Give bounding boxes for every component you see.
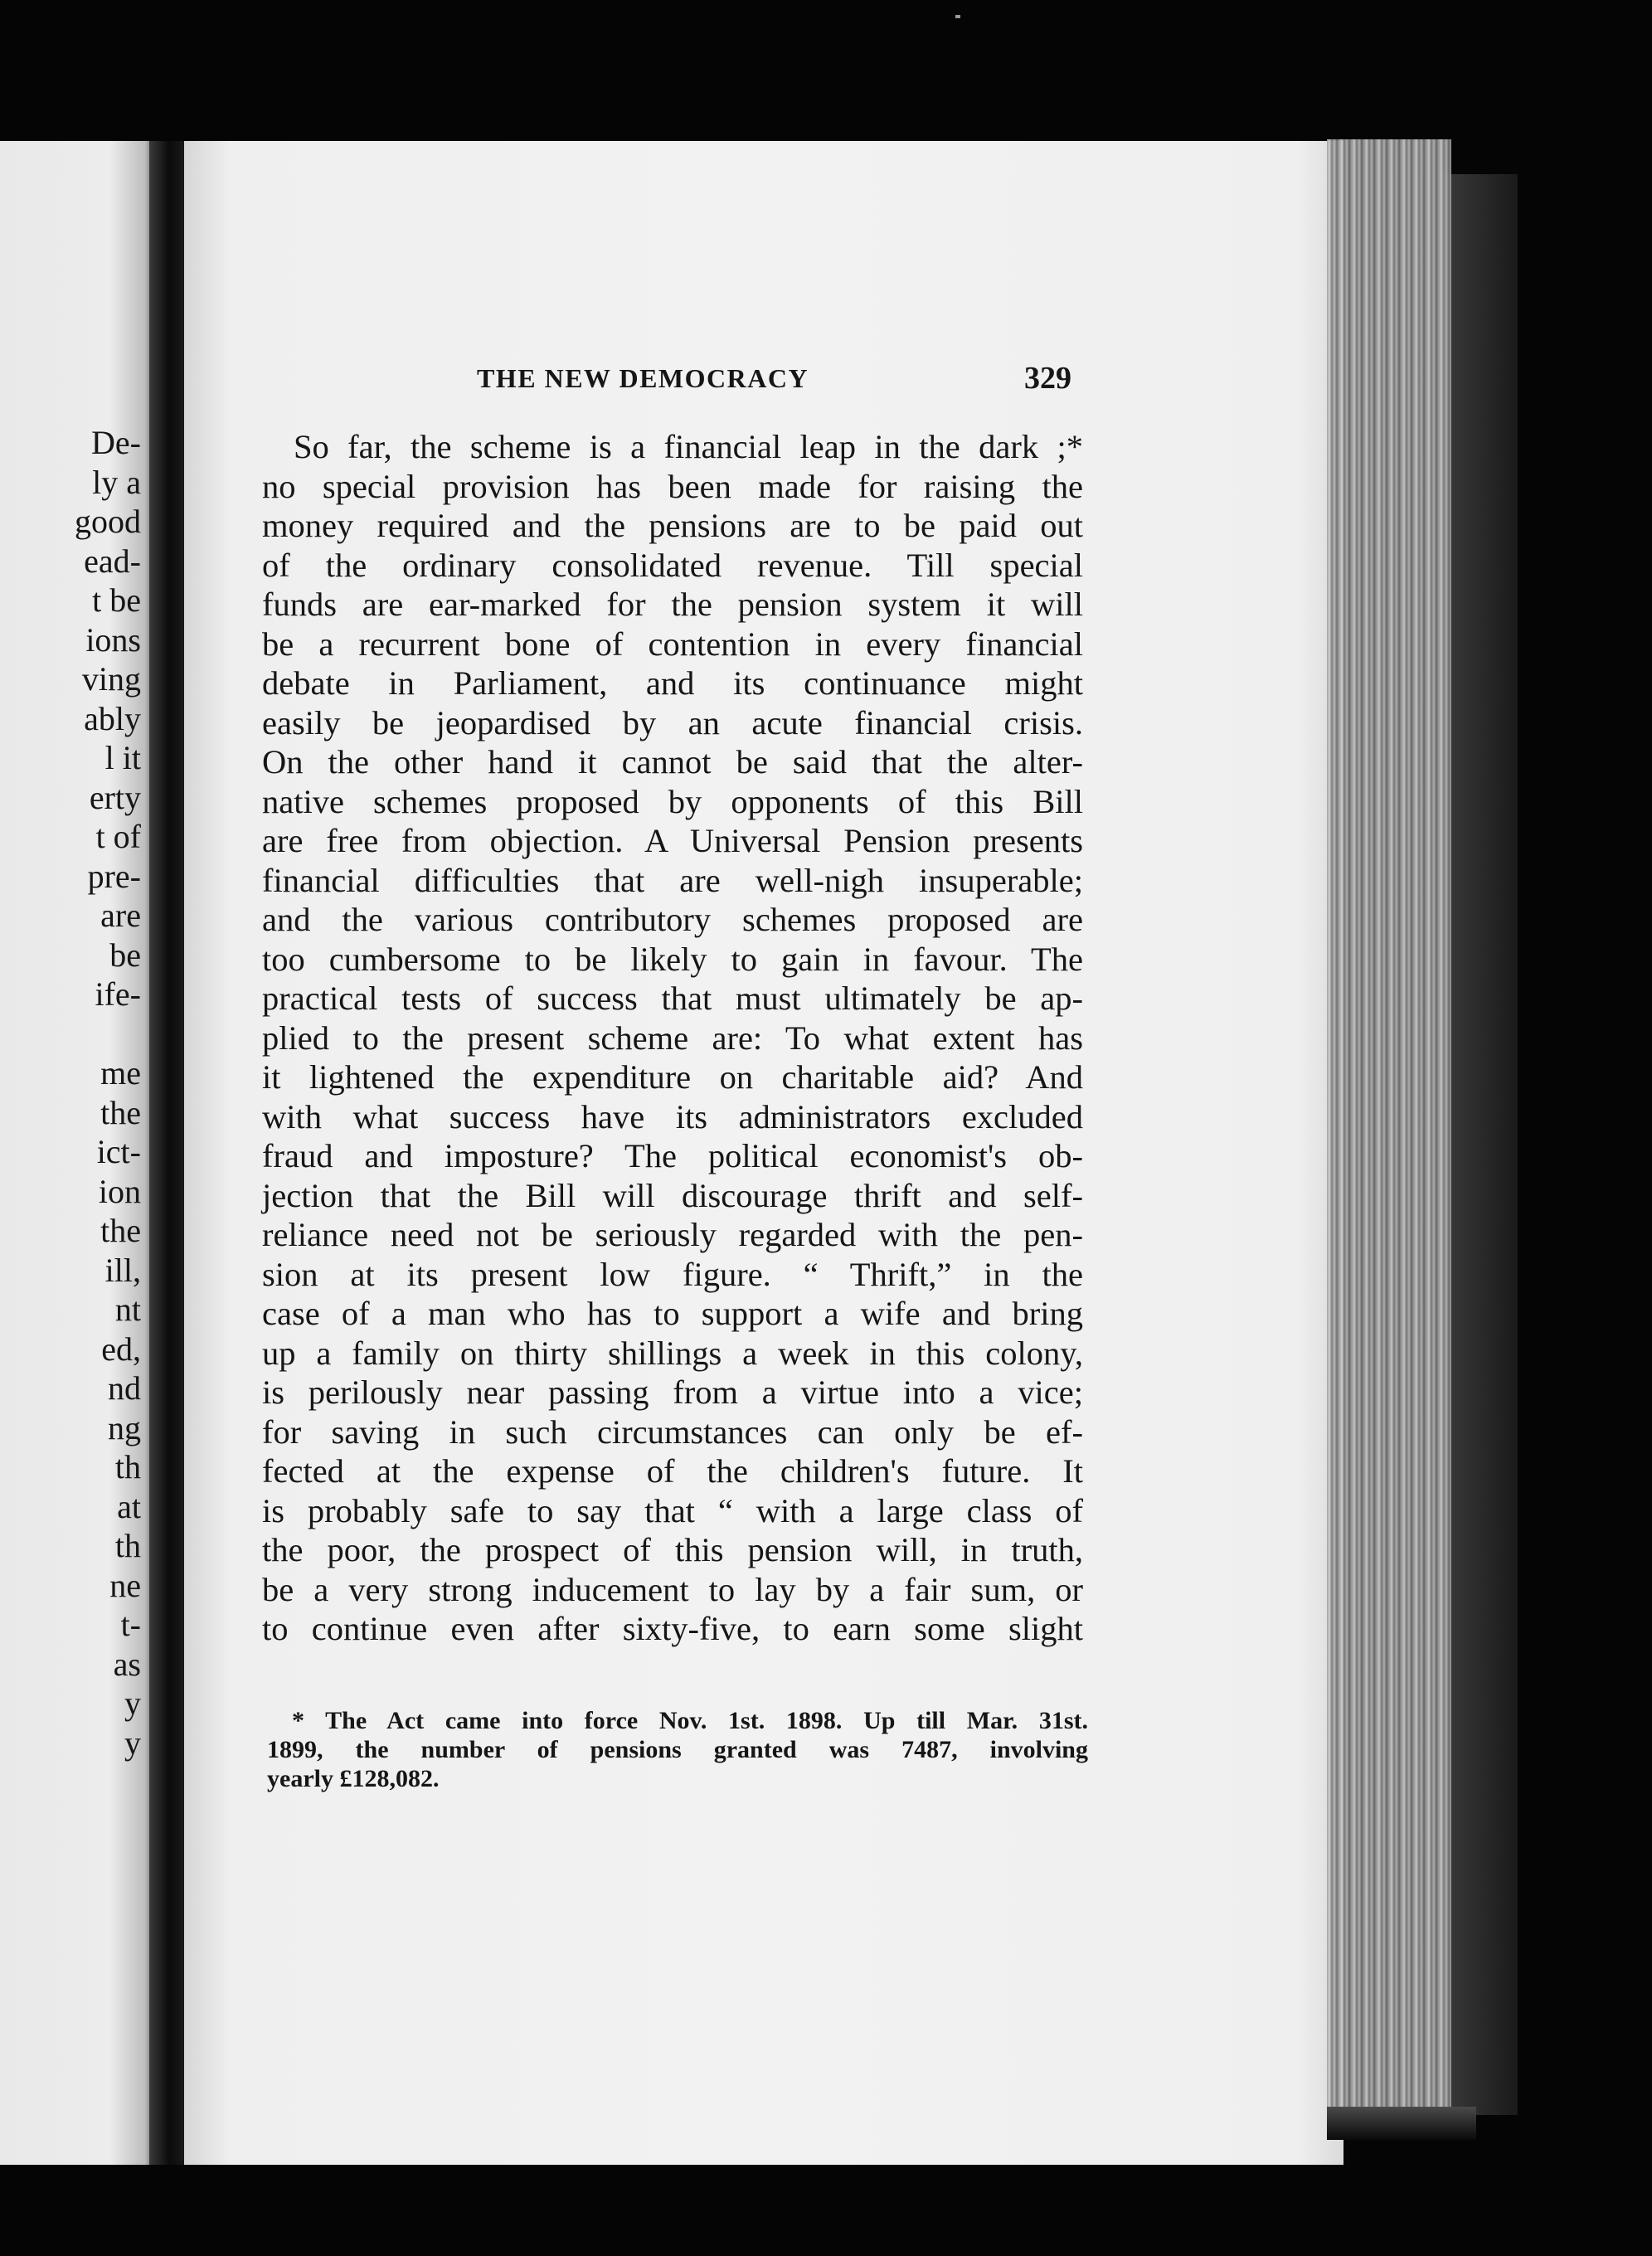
- text-line: fected at the expense of the children's future. It: [262, 1452, 1083, 1490]
- page-edges-stack: [1327, 139, 1451, 2130]
- text-line: the poor, the prospect of this pension will, in truth,: [262, 1531, 1083, 1568]
- left-fragment: ed,: [101, 1330, 141, 1368]
- left-fragment: t be: [92, 581, 141, 619]
- left-fragment: at: [117, 1487, 141, 1525]
- left-fragment: as: [113, 1645, 141, 1683]
- body-text: [262, 427, 1083, 1649]
- footnote: [267, 1706, 1088, 1793]
- page-number: 329: [1024, 361, 1071, 396]
- text-line: sion at its present low figure. “ Thrift,” in the: [262, 1255, 1083, 1293]
- text-line: financial difficulties that are well-nigh insuperable;: [262, 861, 1083, 899]
- text-line: So far, the scheme is a financial leap in the dark ;*: [294, 428, 1083, 465]
- text-line: of the ordinary consolidated revenue. Till special: [262, 546, 1083, 584]
- text-line: for saving in such circumstances can only be ef-: [262, 1412, 1083, 1451]
- text-line: easily be jeopardised by an acute financial crisis.: [262, 703, 1083, 741]
- text-line: up a family on thirty shillings a week in this colony,: [262, 1334, 1083, 1372]
- text-line: it lightened the expenditure on charitable aid? And: [262, 1058, 1083, 1096]
- left-fragment: y: [124, 1685, 141, 1722]
- running-head: THE NEW DEMOCRACY: [477, 363, 809, 393]
- text-line: funds are ear-marked for the pension system it will: [262, 586, 1083, 623]
- text-line: native schemes proposed by opponents of this Bill: [262, 782, 1083, 820]
- text-line: be a very strong inducement to lay by a fair sum, or: [262, 1570, 1083, 1608]
- left-fragment-gap: [17, 1014, 141, 1054]
- text-line: practical tests of success that must ultimately be ap-: [262, 980, 1083, 1017]
- left-fragment: the: [100, 1212, 141, 1249]
- left-fragment: ife-: [95, 975, 141, 1013]
- left-fragment: l it: [104, 739, 141, 776]
- left-fragment: t-: [120, 1606, 141, 1643]
- left-fragment: nd: [108, 1369, 141, 1407]
- text-line: money required and the pensions are to be paid out: [262, 507, 1083, 544]
- left-fragment: ne: [109, 1566, 141, 1604]
- text-line: reliance need not be seriously regarded with the pen-: [262, 1216, 1083, 1253]
- left-facing-page: [0, 141, 158, 2165]
- text-line: debate in Parliament, and its continuance might: [262, 664, 1083, 702]
- left-fragment: th: [114, 1448, 141, 1485]
- left-fragment: ng: [108, 1408, 141, 1446]
- left-fragment: ably: [84, 699, 141, 737]
- left-fragment: pre-: [87, 857, 141, 895]
- left-fragment: erty: [89, 778, 141, 816]
- text-line: On the other hand it cannot be said that the alter-: [262, 743, 1083, 780]
- footnote-line: * The Act came into force Nov. 1st. 1898. Up till Mar. 31st.: [292, 1707, 1088, 1734]
- left-fragment: nt: [114, 1291, 141, 1328]
- left-fragment: th: [114, 1527, 141, 1564]
- left-fragment: the: [100, 1093, 141, 1131]
- left-fragment: t of: [95, 818, 141, 855]
- text-line: and the various contributory schemes proposed are: [262, 901, 1083, 938]
- left-fragment: are: [100, 897, 141, 934]
- text-line: case of a man who has to support a wife and bring: [262, 1295, 1083, 1332]
- left-fragment: be: [109, 936, 141, 974]
- text-line: with what success have its administrators excluded: [262, 1097, 1083, 1135]
- text-line: be a recurrent bone of contention in every financial: [262, 625, 1083, 663]
- text-line: are free from objection. A Universal Pension presents: [262, 822, 1083, 859]
- book-gutter: [149, 141, 189, 2165]
- left-fragment: ion: [98, 1172, 141, 1210]
- footnote-line: 1899, the number of pensions granted was 7487, involving: [267, 1736, 1088, 1763]
- text-line: no special provision has been made for raising the: [262, 467, 1083, 505]
- page-edges-shadow: [1443, 174, 1518, 2115]
- left-page-text-fragments: [17, 423, 158, 1762]
- text-line: to continue even after sixty-five, to earn some slight: [262, 1610, 1083, 1647]
- left-fragment: ving: [81, 660, 141, 698]
- text-line: fraud and imposture? The political economist's ob-: [262, 1137, 1083, 1174]
- left-fragment: ions: [85, 620, 141, 659]
- left-fragment: ly a: [92, 463, 141, 501]
- left-fragment: good: [75, 503, 141, 540]
- text-line: too cumbersome to be likely to gain in favour. The: [262, 940, 1083, 978]
- text-line: is probably safe to say that “ with a large class of: [262, 1491, 1083, 1529]
- text-line: jection that the Bill will discourage thrift and self-: [262, 1176, 1083, 1214]
- book-bottom-edge: [1327, 2107, 1476, 2140]
- left-fragment: ill,: [104, 1251, 141, 1289]
- left-fragment: De-: [91, 424, 141, 461]
- left-fragment: me: [100, 1054, 141, 1092]
- left-fragment: ead-: [84, 542, 141, 580]
- footnote-line: yearly £128,082.: [267, 1765, 440, 1792]
- left-fragment: ict-: [96, 1133, 141, 1170]
- scan-speck: [955, 15, 960, 18]
- text-line: is perilously near passing from a virtue into a vice;: [262, 1374, 1083, 1411]
- text-line: plied to the present scheme are: To what extent has: [262, 1019, 1083, 1057]
- left-fragment: y: [124, 1724, 141, 1762]
